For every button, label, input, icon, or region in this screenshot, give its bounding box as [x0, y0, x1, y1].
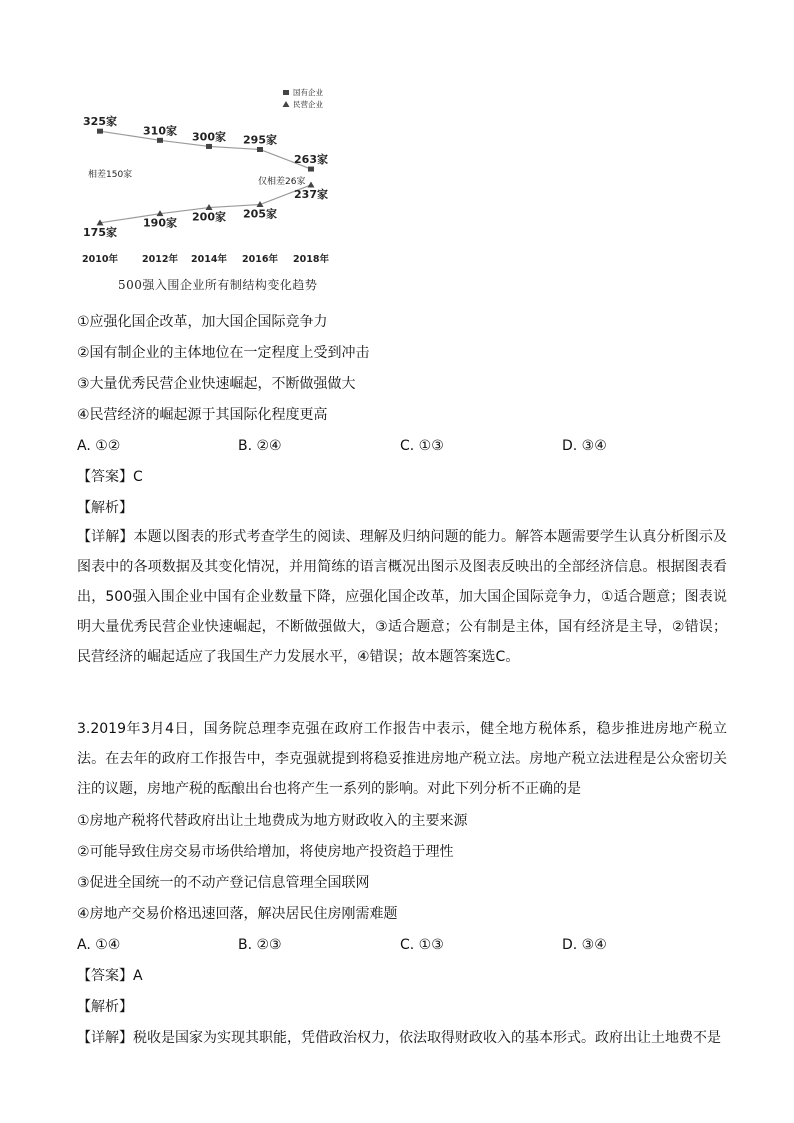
q3-item-3: ③促进全国统一的不动产登记信息管理全国联网	[77, 875, 370, 891]
private-label-2012年: 190家	[143, 216, 177, 230]
q2-option-a: A. ①②	[77, 438, 121, 454]
legend-private-marker	[283, 101, 290, 107]
q2-item-3: ③大量优秀民营企业快速崛起，不断做强做大	[77, 376, 356, 392]
state-label-2016年: 295家	[243, 133, 277, 147]
state-label-2010年: 325家	[83, 115, 117, 129]
q2-item-4: ④民营经济的崛起源于其国际化程度更高	[77, 407, 328, 423]
state-label-2014年: 300家	[192, 130, 226, 144]
q3-option-a: A. ①④	[77, 937, 121, 953]
q3-item-4: ④房地产交易价格迅速回落，解决居民住房刚需难题	[77, 906, 398, 922]
q2-option-c: C. ①③	[400, 438, 444, 454]
legend-private-label: 民营企业	[293, 100, 323, 109]
private-label-2018年: 237家	[294, 187, 328, 201]
x-tick-2016年: 2016年	[242, 254, 278, 265]
x-tick-2010年: 2010年	[82, 254, 118, 265]
legend-state-marker	[283, 90, 289, 95]
q3-option-d: D. ③④	[562, 937, 607, 953]
q2-analysis-title: 【解析】	[77, 500, 133, 516]
x-tick-2014年: 2014年	[191, 254, 227, 265]
q3-analysis-title: 【解析】	[77, 999, 133, 1015]
state-point-2018年	[308, 167, 314, 172]
annotation-gap-26: 仅相差26家	[258, 177, 306, 187]
chart-caption: 500强入围企业所有制结构变化趋势	[118, 278, 318, 292]
q3-item-1: ①房地产税将代替政府出让土地费成为地方财政收入的主要来源	[77, 813, 468, 829]
q2-option-b: B. ②④	[238, 438, 282, 454]
q2-detail: 【详解】本题以图表的形式考查学生的阅读、理解及归纳问题的能力。解答本题需要学生认真分析图示及图表中的各项数据及其变化情况，并用简练的语言概况出图示及图表反映出的全部经济信息。根据图表看出，500强入围企业中国有企业数量下降，应强化国企改革，加大国企国际竞争力，①适合题意；图表说明大量优秀民营企业快速崛起，不断做强做大，③适合题意；公有制是主体，国有经济是主导，②错误；民营经济的崛起适应了我国生产力发展水平，④错误；故本题答案选C。	[77, 529, 727, 665]
ownership-trend-chart	[80, 82, 340, 294]
state-point-2016年	[257, 147, 263, 152]
q2-answer: 【答案】C	[77, 469, 143, 485]
q3-stem: 3.2019年3月4日，国务院总理李克强在政府工作报告中表示，健全地方税体系，稳步推进房地产税立法。在去年的政府工作报告中，李克强就提到将稳妥推进房地产税立法。房地产税立法进程是公众密切关注的议题，房地产税的酝酿出台也将产生一系列的影响。对此下列分析不正确的是	[77, 721, 727, 797]
q3-option-b: B. ②③	[238, 937, 282, 953]
q2-item-1: ①应强化国企改革，加大国企国际竞争力	[77, 314, 328, 330]
x-tick-2012年: 2012年	[142, 254, 178, 265]
q3-answer: 【答案】A	[77, 968, 143, 984]
state-label-2012年: 310家	[143, 124, 177, 138]
private-point-2018年	[308, 181, 315, 187]
q3-item-2: ②可能导致住房交易市场供给增加，将使房地产投资趋于理性	[77, 844, 454, 860]
state-point-2012年	[157, 138, 163, 143]
private-label-2010年: 175家	[83, 225, 117, 239]
q3-option-c: C. ①③	[400, 937, 444, 953]
x-tick-2018年: 2018年	[293, 254, 329, 265]
annotation-gap-150: 相差150家	[88, 170, 133, 180]
chart-svg	[80, 82, 340, 267]
state-point-2010年	[97, 129, 103, 134]
private-label-2014年: 200家	[192, 210, 226, 224]
q2-option-d: D. ③④	[562, 438, 607, 454]
q2-item-2: ②国有制企业的主体地位在一定程度上受到冲击	[77, 345, 370, 361]
q3-detail: 【详解】税收是国家为实现其职能，凭借政治权力，依法取得财政收入的基本形式。政府出让土地费不是	[77, 1030, 721, 1046]
private-label-2016年: 205家	[243, 207, 277, 221]
legend-state-label: 国有企业	[293, 88, 323, 97]
state-label-2018年: 263家	[294, 153, 328, 167]
state-point-2014年	[206, 144, 212, 149]
